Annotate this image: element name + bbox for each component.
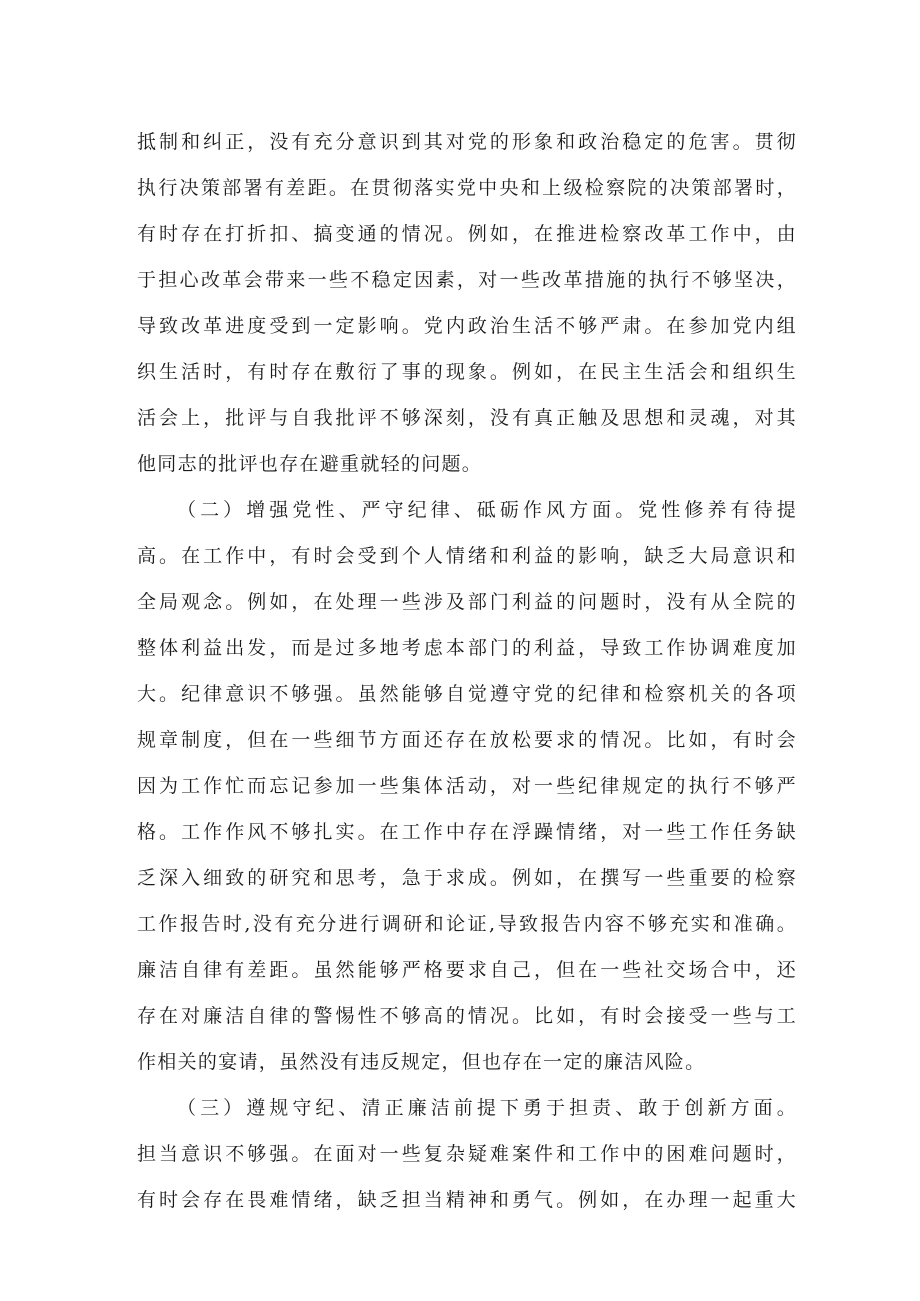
paragraph-line: 整体利益出发，而是过多地考虑本部门的利益，导致工作协调难度加 xyxy=(137,637,797,659)
paragraph-line: 担当意识不够强。在面对一些复杂疑难案件和工作中的困难问题时， xyxy=(137,1143,797,1165)
paragraph-line: 格。工作作风不够扎实。在工作中存在浮躁情绪，对一些工作任务缺 xyxy=(137,821,797,843)
paragraph-line: 工作报告时,没有充分进行调研和论证,导致报告内容不够充实和准确。 xyxy=(137,913,797,935)
paragraph-line: 有时存在打折扣、搞变通的情况。例如，在推进检察改革工作中，由 xyxy=(137,223,797,245)
paragraph-line: 他同志的批评也存在避重就轻的问题。 xyxy=(137,453,483,475)
paragraph-line: 存在对廉洁自律的警惕性不够高的情况。比如，有时会接受一些与工 xyxy=(137,1005,797,1027)
paragraph-line: 高。在工作中，有时会受到个人情绪和利益的影响，缺乏大局意识和 xyxy=(137,545,797,567)
paragraph-line: 因为工作忙而忘记参加一些集体活动，对一些纪律规定的执行不够严 xyxy=(137,775,797,797)
paragraph-line: 廉洁自律有差距。虽然能够严格要求自己，但在一些社交场合中，还 xyxy=(137,959,797,981)
section-heading-line: （二）增强党性、严守纪律、砥砺作风方面。党性修养有待提 xyxy=(177,499,797,521)
paragraph-line: 全局观念。例如，在处理一些涉及部门利益的问题时，没有从全院的 xyxy=(137,591,797,613)
paragraph-line: 导致改革进度受到一定影响。党内政治生活不够严肃。在参加党内组 xyxy=(137,315,797,337)
paragraph-line: 执行决策部署有差距。在贯彻落实党中央和上级检察院的决策部署时， xyxy=(137,177,797,199)
paragraph-line: 抵制和纠正，没有充分意识到其对党的形象和政治稳定的危害。贯彻 xyxy=(137,131,797,153)
paragraph-line: 作相关的宴请，虽然没有违反规定，但也存在一定的廉洁风险。 xyxy=(137,1051,706,1073)
document-body xyxy=(137,119,797,1223)
paragraph-line: 活会上，批评与自我批评不够深刻，没有真正触及思想和灵魂，对其 xyxy=(137,407,797,429)
paragraph-line: 有时会存在畏难情绪，缺乏担当精神和勇气。例如，在办理一起重大 xyxy=(137,1189,797,1211)
section-heading-line: （三）遵规守纪、清正廉洁前提下勇于担责、敢于创新方面。 xyxy=(177,1097,797,1119)
paragraph-line: 乏深入细致的研究和思考，急于求成。例如，在撰写一些重要的检察 xyxy=(137,867,797,889)
paragraph-line: 于担心改革会带来一些不稳定因素，对一些改革措施的执行不够坚决， xyxy=(137,269,797,291)
paragraph-line: 规章制度，但在一些细节方面还存在放松要求的情况。比如，有时会 xyxy=(137,729,797,751)
paragraph-line: 大。纪律意识不够强。虽然能够自觉遵守党的纪律和检察机关的各项 xyxy=(137,683,797,705)
paragraph-line: 织生活时，有时存在敷衍了事的现象。例如，在民主生活会和组织生 xyxy=(137,361,797,383)
